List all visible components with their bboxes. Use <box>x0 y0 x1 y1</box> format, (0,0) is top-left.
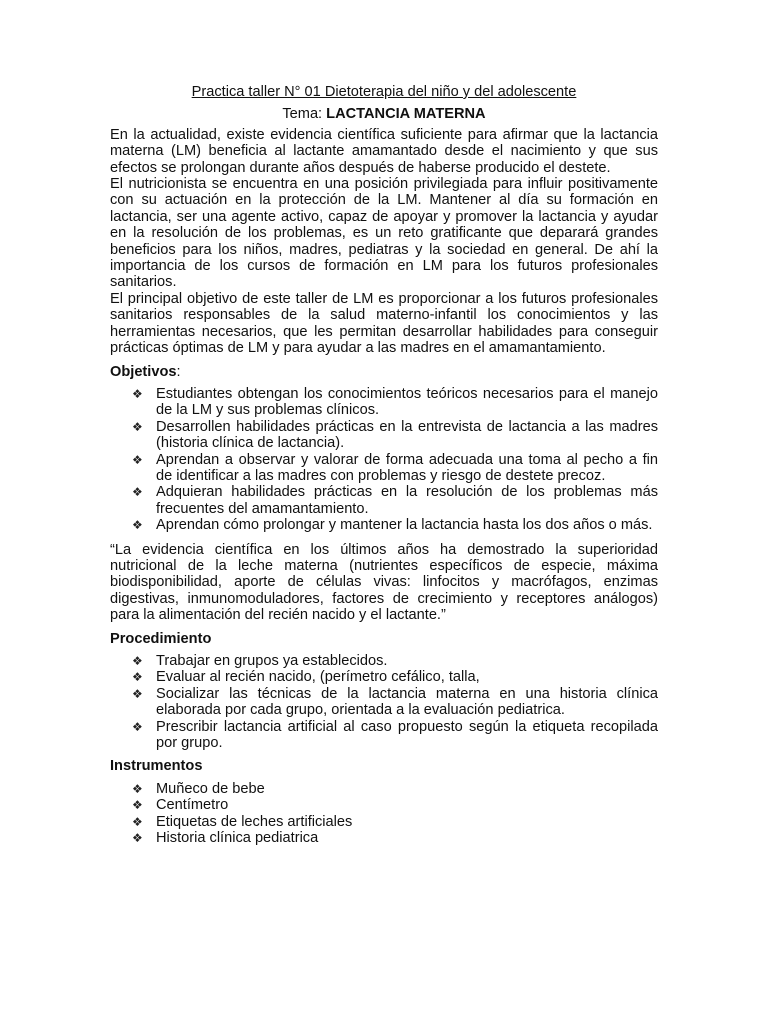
list-item-text: Socializar las técnicas de la lactancia materna en una historia clínica elaborada por cada grupo, orientada a la evaluación pediatrica. <box>156 685 658 719</box>
list-item-text: Aprendan cómo prolongar y mantener la lactancia hasta los dos años o más. <box>156 517 653 534</box>
objectives-heading-colon: : <box>176 363 181 380</box>
list-item-text: Historia clínica pediatrica <box>156 830 319 847</box>
list-item <box>110 669 658 685</box>
list-item-text: Adquieran habilidades prácticas en la resolución de los problemas más frecuentes del amamantamiento. <box>156 484 658 517</box>
topic-line <box>110 106 658 122</box>
list-item-text: Estudiantes obtengan los conocimientos teóricos necesarios para el manejo de la LM y sus problemas clínicos. <box>156 385 658 419</box>
list-item <box>110 653 658 669</box>
list-item-text: Etiquetas de leches artificiales <box>156 813 353 830</box>
objectives-list <box>110 386 658 534</box>
diamond-bullet-icon: ❖ <box>132 419 143 434</box>
quote-paragraph: “La evidencia científica en los últimos años ha demostrado la superioridad nutricional de la leche materna (nutrientes específicos de especie, máxima biodisponibilidad, aporte de células vivas: linfocitos y macrófagos, enzimas digestivas, inmunomoduladores, factores de crecimiento y receptores análogos) para la alimentación del recién nacido y el lactante.” <box>110 541 658 624</box>
diamond-bullet-icon: ❖ <box>132 686 143 701</box>
objectives-heading <box>110 364 658 380</box>
intro-paragraph-3: El principal objetivo de este taller de LM es proporcionar a los futuros profesionales sanitarios responsables de la salud materno-infantil los conocimientos y las herramientas necesarios, que les permitan desarrollar habilidades para conseguir prácticas óptimas de LM y para ayudar a las madres en el amamantamiento. <box>110 290 658 357</box>
objectives-heading-text: Objetivos <box>110 363 177 380</box>
document-body <box>110 84 658 851</box>
list-item-text: Muñeco de bebe <box>156 780 265 797</box>
procedure-heading: Procedimiento <box>110 630 212 647</box>
list-item <box>110 452 658 485</box>
list-item-text: Centímetro <box>156 797 229 814</box>
list-item <box>110 814 658 830</box>
list-item <box>110 517 658 533</box>
list-item <box>110 781 658 797</box>
intro-paragraph-1: En la actualidad, existe evidencia científica suficiente para afirmar que la lactancia materna (LM) beneficia al lactante amamantado desde el nacimiento y que sus efectos se prolongan durante años después de haberse producido el destete. <box>110 126 658 176</box>
diamond-bullet-icon: ❖ <box>132 452 143 467</box>
diamond-bullet-icon: ❖ <box>132 485 143 500</box>
diamond-bullet-icon: ❖ <box>132 814 143 829</box>
diamond-bullet-icon: ❖ <box>132 386 143 401</box>
list-item <box>110 484 658 517</box>
list-item-text: Trabajar en grupos ya establecidos. <box>156 653 388 669</box>
list-item <box>110 386 658 419</box>
procedure-list <box>110 653 658 751</box>
list-item-text: Aprendan a observar y valorar de forma adecuada una toma al pecho a fin de identificar a las madres con problemas y riesgo de destete precoz. <box>156 451 658 484</box>
list-item-text: Evaluar al recién nacido, (perímetro cefálico, talla, <box>156 669 480 686</box>
diamond-bullet-icon: ❖ <box>132 518 143 533</box>
topic-value: LACTANCIA MATERNA <box>326 106 486 123</box>
list-item <box>110 830 658 846</box>
diamond-bullet-icon: ❖ <box>132 798 143 813</box>
document-title: Practica taller N° 01 Dietoterapia del niño y del adolescente <box>191 84 577 100</box>
intro-paragraph-2: El nutricionista se encuentra en una posición privilegiada para influir positivamente con su actuación en la protección de la LM. Mantener al día su formación en lactancia, ser una agente activo, capaz de apoyar y promover la lactancia y ayudar en la resolución de los problemas, es un reto gratificante que deparará grandes beneficios para los niños, madres, pediatras y la sociedad en general. De ahí la importancia de los cursos de formación en LM para los futuros profesionales sanitarios. <box>110 176 658 291</box>
instruments-list <box>110 781 658 847</box>
list-item-text: Prescribir lactancia artificial al caso propuesto según la etiqueta recopilada por grupo. <box>156 718 658 752</box>
diamond-bullet-icon: ❖ <box>132 781 143 796</box>
diamond-bullet-icon: ❖ <box>132 670 143 685</box>
topic-label: Tema: <box>282 106 327 123</box>
list-item <box>110 419 658 452</box>
list-item-text: Desarrollen habilidades prácticas en la entrevista de lactancia a las madres (historia clínica de lactancia). <box>156 418 658 452</box>
list-item <box>110 797 658 813</box>
diamond-bullet-icon: ❖ <box>132 831 143 846</box>
list-item <box>110 719 658 752</box>
diamond-bullet-icon: ❖ <box>132 654 143 668</box>
instruments-heading: Instrumentos <box>110 758 203 775</box>
list-item <box>110 686 658 719</box>
diamond-bullet-icon: ❖ <box>132 719 143 734</box>
